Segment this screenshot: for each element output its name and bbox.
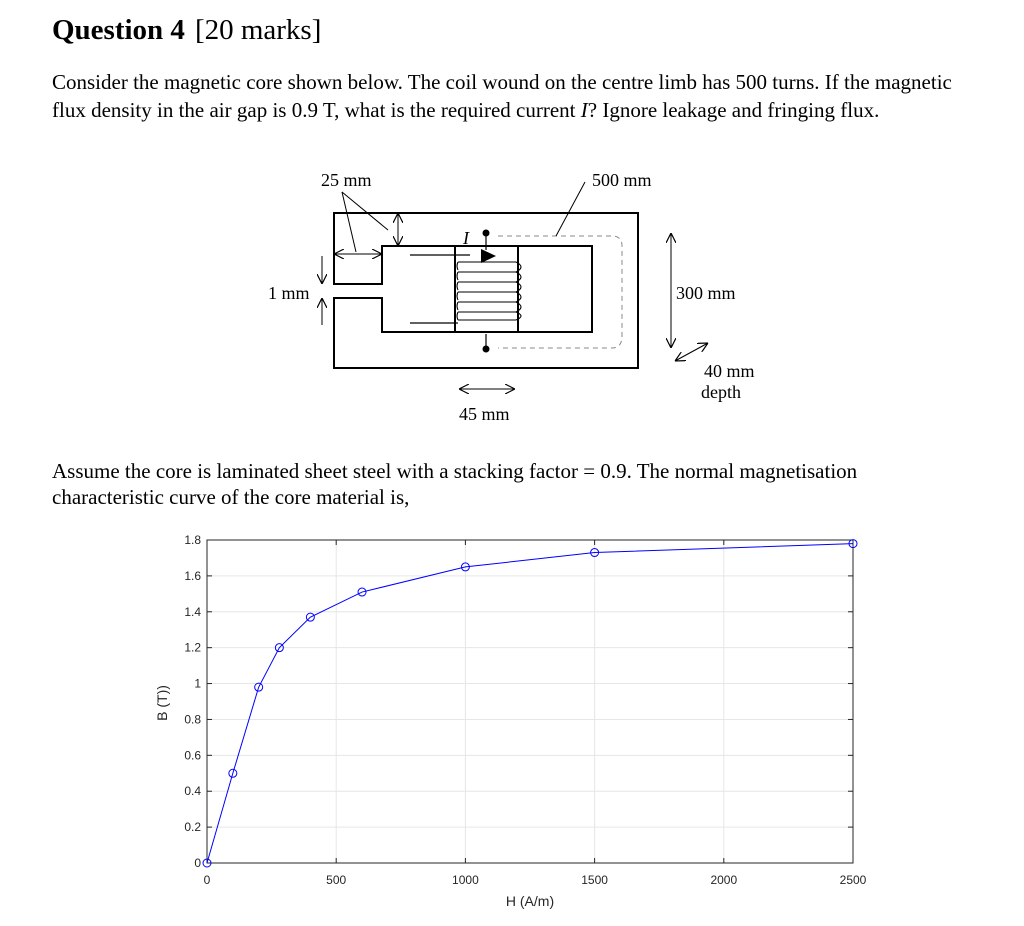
x-axis-label: H (A/m) [505,893,555,909]
y-axis-label: B (T)) [154,685,170,721]
chart-grid [207,540,853,863]
series-line [207,544,853,863]
x-tick-label: 1000 [452,873,479,887]
y-tick-label: 1.8 [184,533,201,547]
label-current: I [463,228,469,248]
x-tick-label: 0 [203,873,211,887]
y-tick-label: 1.4 [184,604,201,619]
label-1mm: 1 mm [268,283,310,303]
label-500mm: 500 mm [592,170,652,190]
y-tick-label: 0.6 [184,748,201,763]
y-tick-label: 1.2 [184,640,201,655]
question-number: Question 4 [52,14,185,46]
label-45mm: 45 mm [459,404,510,424]
y-tick-label: 1.6 [184,568,201,583]
chart-ticks [184,533,866,887]
intro-text-before: Consider the magnetic core shown below. The coil wound on the centre limb has 500 turns. If the magnetic flux density in the air gap is 0.9 T, what is the required current [52,70,952,122]
x-tick-label: 1500 [581,873,608,887]
question-marks: [20 marks] [194,14,322,46]
label-depth: depth [701,382,741,402]
y-tick-label: 0 [194,856,201,870]
y-tick-label: 1 [194,676,201,691]
intro-current-variable: I [580,98,588,122]
x-tick-label: 2000 [710,873,738,887]
label-40mm: 40 mm [704,361,755,381]
y-tick-label: 0.2 [184,820,201,835]
plot-frame [207,540,853,863]
intro-text-after: ? Ignore leakage and fringing flux. [587,98,880,122]
y-tick-label: 0.4 [184,784,201,799]
x-tick-label: 500 [326,873,347,887]
chart-series [203,540,857,867]
y-tick-label: 0.8 [184,712,201,727]
label-300mm: 300 mm [676,283,736,303]
question-assumption: Assume the core is laminated sheet steel with a stacking factor = 0.9. The normal magnetisation characteristic curve of the core material is, [52,459,858,509]
x-tick-label: 2500 [839,873,867,887]
label-25mm: 25 mm [321,170,372,190]
